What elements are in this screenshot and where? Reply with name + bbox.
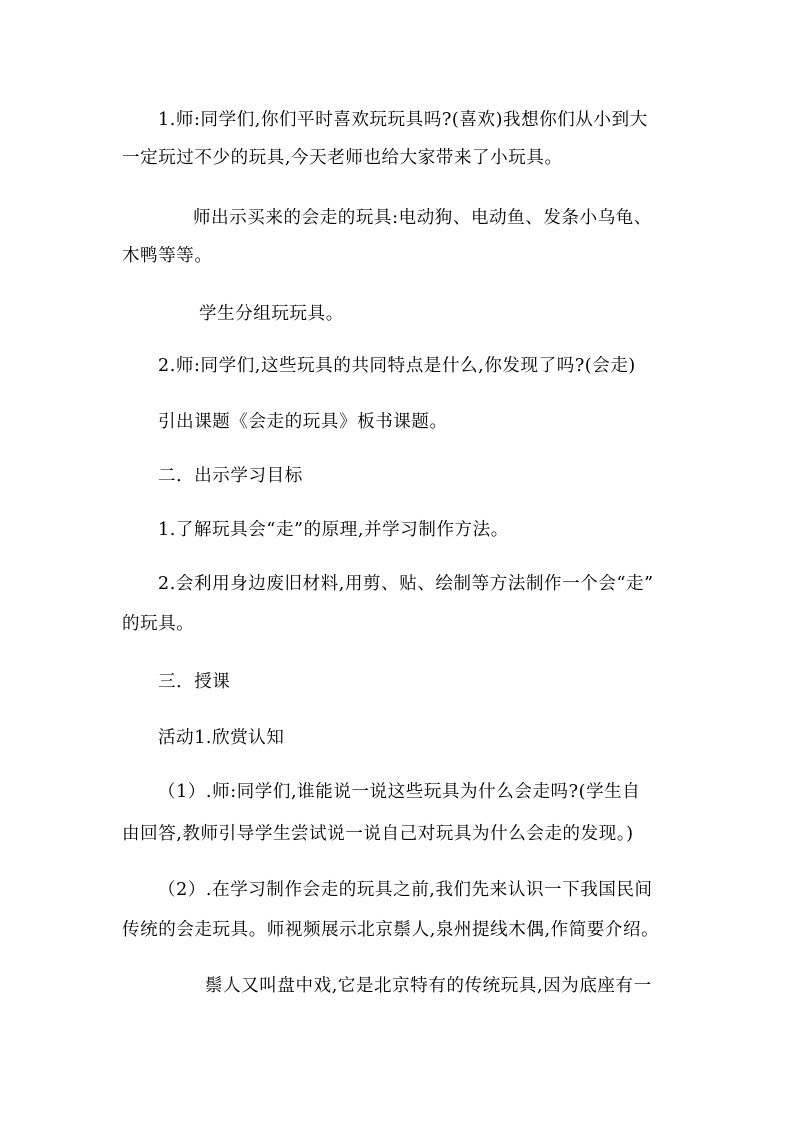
paragraph-1-line-2: 一定玩过不少的玩具,今天老师也给大家带来了小玩具。 xyxy=(122,148,563,168)
paragraph-11-line-2: 由回答,教师引导学生尝试说一说自己对玩具为什么会走的发现。) xyxy=(122,824,634,844)
section-heading-2: 二．出示学习目标 xyxy=(158,466,303,486)
paragraph-12-line-2: 传统的会走玩具。师视频展示北京鬃人,泉州提线木偶,作简要介绍。 xyxy=(122,920,660,940)
paragraph-2-line-2: 木鸭等等。 xyxy=(122,246,213,266)
paragraph-13: 鬃人又叫盘中戏,它是北京特有的传统玩具,因为底座有一 xyxy=(205,976,652,996)
paragraph-3: 学生分组玩玩具。 xyxy=(199,304,344,324)
paragraph-11-line-1: （1）.师:同学们,谁能说一说这些玩具为什么会走吗?(学生自 xyxy=(158,782,641,802)
paragraph-4: 2.师:同学们,这些玩具的共同特点是什么,你发现了吗?(会走) xyxy=(158,356,636,376)
section-heading-3: 三．授课 xyxy=(158,672,231,692)
paragraph-2-line-1: 师出示买来的会走的玩具:电动狗、电动鱼、发条小乌龟、 xyxy=(193,208,652,228)
paragraph-8-line-2: 的玩具。 xyxy=(122,614,195,634)
activity-heading: 活动1.欣赏认知 xyxy=(158,728,285,748)
paragraph-1-line-1: 1.师:同学们,你们平时喜欢玩玩具吗?(喜欢)我想你们从小到大 xyxy=(158,110,648,130)
paragraph-5: 引出课题《会走的玩具》板书课题。 xyxy=(158,412,448,432)
paragraph-7: 1.了解玩具会“走”的原理,并学习制作方法。 xyxy=(158,520,509,540)
paragraph-8-line-1: 2.会利用身边废旧材料,用剪、贴、绘制等方法制作一个会“走” xyxy=(158,574,654,594)
paragraph-12-line-1: （2）.在学习制作会走的玩具之前,我们先来认识一下我国民间 xyxy=(158,880,653,900)
